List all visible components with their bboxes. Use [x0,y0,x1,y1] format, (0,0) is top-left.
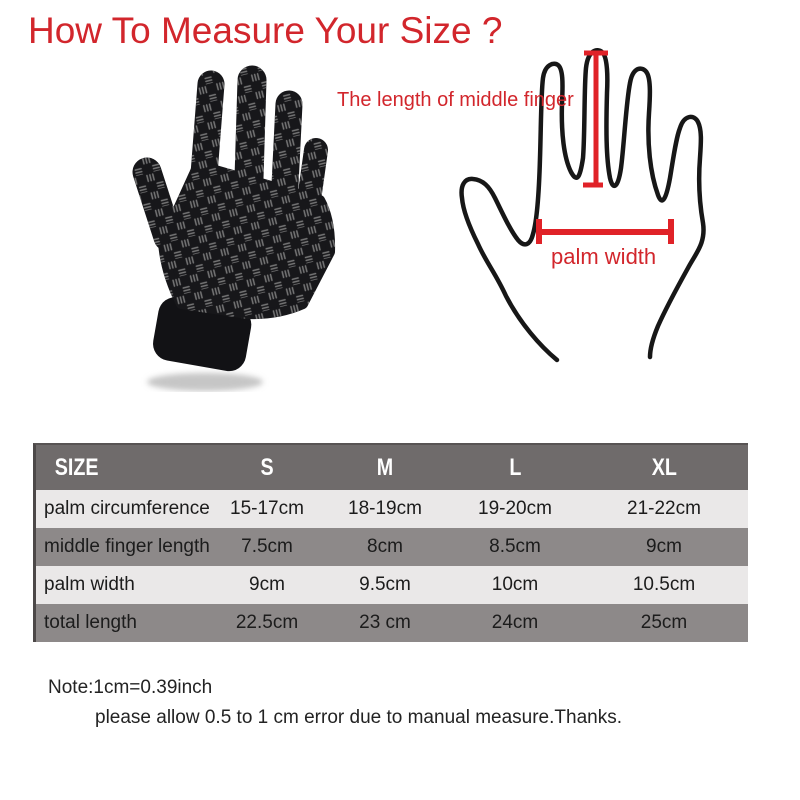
table-row-palm-width: palm width 9cm 9.5cm 10cm 10.5cm [36,566,748,604]
note-measure-tolerance: please allow 0.5 to 1 cm error due to manual measure.Thanks. [95,707,622,728]
header-size: SIZE [54,453,99,481]
middle-finger-length-label: The length of middle finger [337,89,574,111]
table-row-palm-circumference: palm circumference 15-17cm 18-19cm 19-20cm 21-22cm [36,490,748,528]
table-row-total-length: total length 22.5cm 23 cm 24cm 25cm [36,604,748,642]
note-unit-conversion: Note:1cm=0.39inch [48,677,213,698]
header-m: M [376,453,394,481]
glove-palm-image [113,52,348,392]
header-xl: XL [651,453,677,481]
header-l: L [508,453,522,481]
header-s: S [260,453,274,481]
table-row-middle-finger-length: middle finger length 7.5cm 8cm 8.5cm 9cm [36,528,748,566]
glove-grip-texture [113,52,348,392]
palm-width-label: palm width [551,244,657,269]
size-table [33,443,748,642]
size-table-header-row [36,445,748,490]
page-title: How To Measure Your Size ? [28,10,503,51]
